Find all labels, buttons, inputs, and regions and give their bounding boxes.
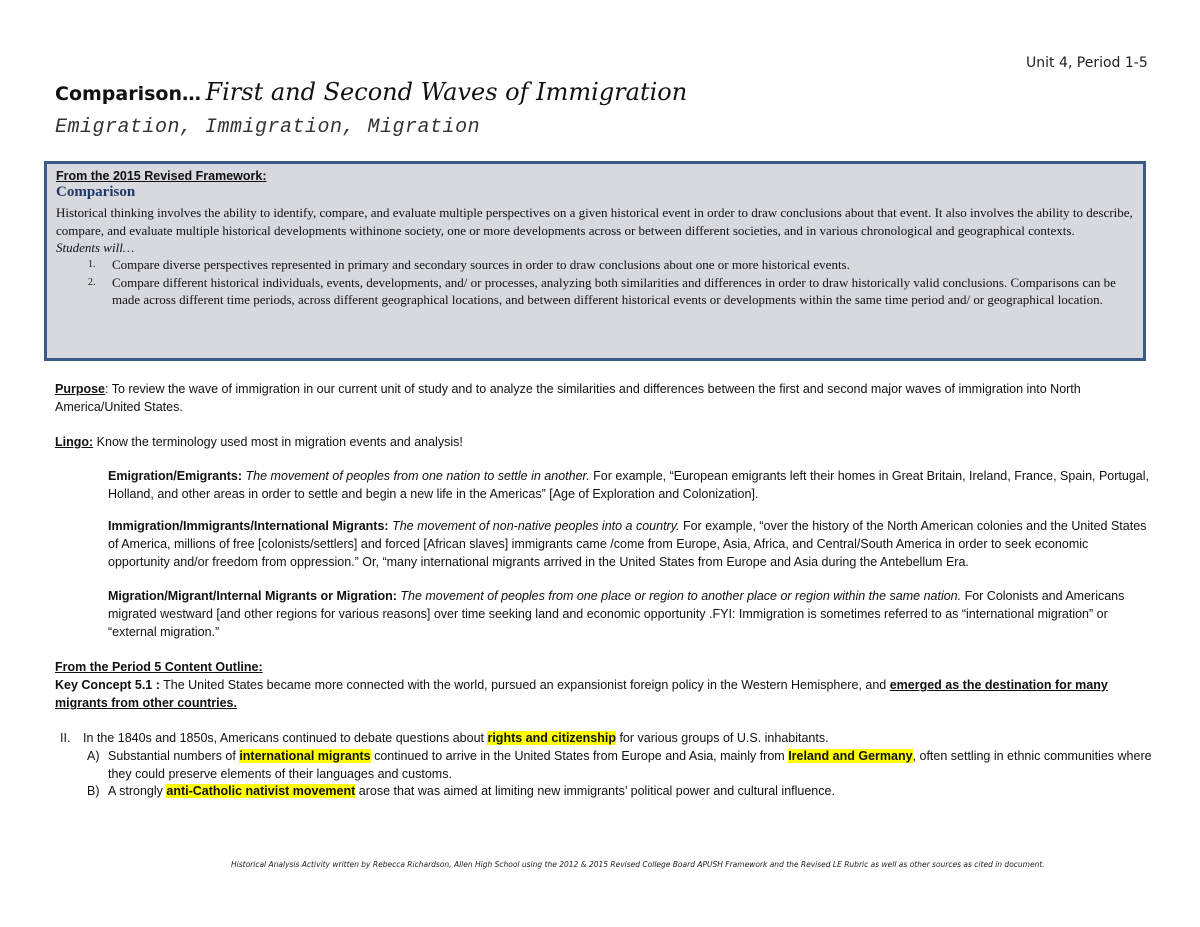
roman-ii-text: In the 1840s and 1850s, Americans continued to debate questions about rights and citizenship for various groups of U.S. inhabitants. (83, 731, 829, 745)
framework-heading: From the 2015 Revised Framework: (56, 169, 267, 183)
item-a: Substantial numbers of international migrants continued to arrive in the United States from Europe and Asia, mainly from Ireland and Germany, often settling in ethnic communities where they could preserve elements of their languages and customs. (108, 749, 1152, 781)
item-a-label: A) (87, 749, 100, 763)
roman-ii: II. (60, 731, 71, 745)
item-b-label: B) (87, 784, 100, 798)
title-script: First and Second Waves of Immigration (205, 78, 688, 106)
item-b: A strongly anti-Catholic nativist movement arose that was aimed at limiting new immigrants’ political power and cultural influence. (108, 784, 835, 798)
page-subtitle: Emigration, Immigration, Migration (55, 116, 481, 139)
purpose-label: Purpose (55, 382, 106, 396)
outline-heading: From the Period 5 Content Outline: (55, 660, 263, 674)
framework-list (56, 256, 1134, 309)
term-migration: Migration/Migrant/Internal Migrants or Migration: The movement of peoples from one place or region to another place or region within the same nation. For Colonists and Americans migrated westward [and other regions for various reasons] over time seeking land and economic opportunity .FYI: Immigration is sometimes referred to as “international migration” or “external migration.” (108, 589, 1125, 639)
lingo-label: Lingo: (55, 435, 94, 449)
students-will: Students will… (56, 240, 135, 255)
lingo-paragraph: Lingo: Know the terminology used most in migration events and analysis! (55, 435, 463, 449)
title-bold: Comparison… (55, 83, 201, 105)
page-title (55, 78, 687, 106)
unit-period-label: Unit 4, Period 1-5 (1026, 55, 1148, 71)
term-emigration: Emigration/Emigrants: The movement of peoples from one nation to settle in another. For example, “European emigrants left their homes in Great Britain, Ireland, France, Spain, Portugal, Holland, and other areas in order to settle and begin a new life in the Americas” [Age of Exploration and Colonization]. (108, 469, 1149, 501)
framework-item: 1. Compare diverse perspectives represented in primary and secondary sources in order to draw conclusions about one or more historical events. (88, 257, 850, 272)
term-immigration: Immigration/Immigrants/International Migrants: The movement of non-native peoples into a country. For example, “over the history of the North American colonies and the United States of America, millions of free [colonists/settlers] and forced [African slaves] immigrants came /come from Europe, Asia, Africa, and Central/South America in order to seek economic opportunity and/or freedom from oppression.” Or, “many international migrants arrived in the United States from Europe and Asia during the Antebellum Era. (108, 519, 1147, 569)
framework-subheading: Comparison (56, 184, 136, 200)
footer-credit: Historical Analysis Activity written by Rebecca Richardson, Allen High School using the 2012 & 2015 Revised College Board APUSH Framework and the Revised LE Rubric as well as other sources as cited in document. (231, 860, 1045, 869)
framework-box (44, 161, 1146, 361)
framework-body: Historical thinking involves the ability to identify, compare, and evaluate multiple perspectives on a given historical event in order to draw conclusions about that event. It also involves the ability to describe, compare, and evaluate multiple historical developments withinone society, one or more developments across or between different societies, and in various chronological and geographical contexts. (56, 205, 1133, 238)
framework-item: 2. Compare different historical individuals, events, developments, and/ or processes, analyzing both similarities and differences in order to draw historically valid conclusions. Comparisons can be made across different time periods, across different geographical locations, and between different historical events or developments within the same time period and/ or geographical location. (88, 274, 1116, 307)
purpose-paragraph: Purpose: To review the wave of immigration in our current unit of study and to analyze the similarities and differences between the first and second major waves of immigration into North America/United States. (55, 382, 1081, 414)
key-concept: Key Concept 5.1 : The United States became more connected with the world, pursued an expansionist foreign policy in the Western Hemisphere, and emerged as the destination for many migrants from other countries. (55, 678, 1108, 710)
